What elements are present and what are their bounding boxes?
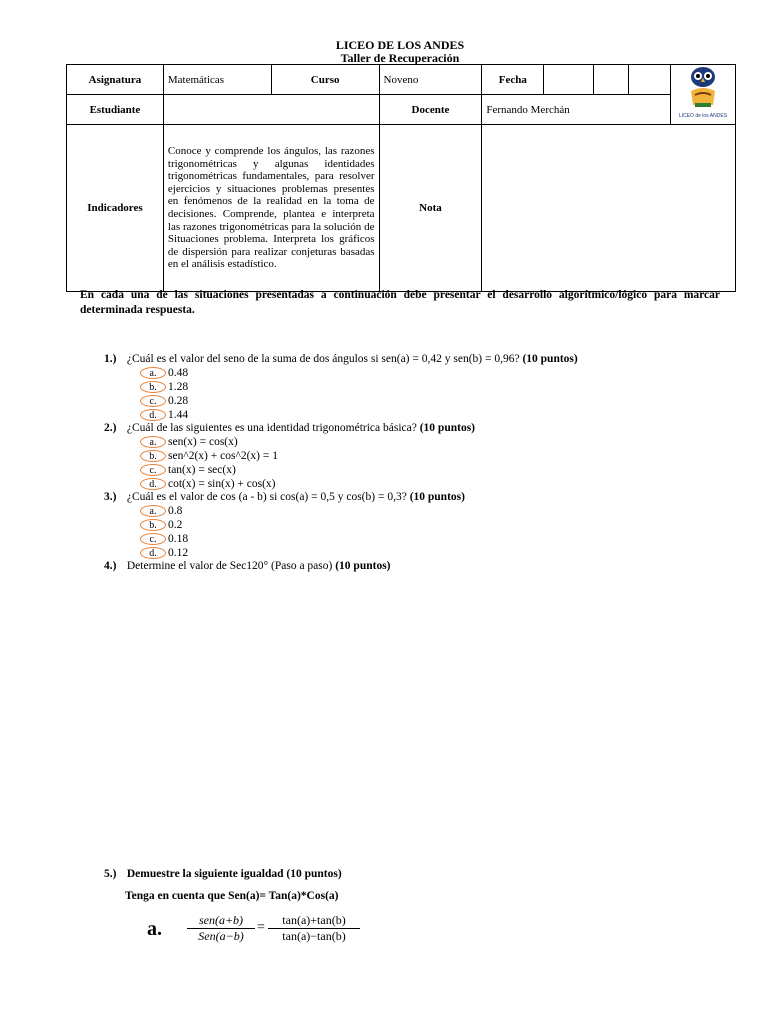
info-table (66, 64, 736, 292)
question-5 (104, 868, 342, 880)
option-2b[interactable] (140, 450, 278, 464)
fecha-day-cell (544, 65, 594, 95)
question-text: Determine el valor de Sec120° (Paso a paso) (126, 560, 333, 572)
question-points: (10 puntos) (335, 560, 391, 572)
option-circle[interactable]: c. (140, 395, 166, 407)
option-circle[interactable]: a. (140, 367, 166, 379)
question-points: (10 puntos) (409, 491, 465, 503)
question-number: 3.) (104, 491, 117, 503)
option-circle[interactable]: b. (140, 450, 166, 462)
nota-label: Nota (379, 125, 482, 292)
question-text: ¿Cuál de las siguientes es una identidad trigonométrica básica? (126, 422, 417, 434)
rhs-numerator: tan(a)+tan(b) (282, 913, 346, 927)
option-3a[interactable] (140, 505, 182, 519)
fecha-label: Fecha (482, 65, 544, 95)
option-text: 0.8 (168, 505, 183, 518)
docente-label: Docente (379, 95, 482, 125)
question-3 (104, 491, 465, 503)
option-1d[interactable] (140, 409, 188, 423)
school-logo-icon (673, 65, 733, 121)
option-circle[interactable]: d. (140, 409, 166, 421)
option-circle[interactable]: d. (140, 547, 166, 559)
asignatura-label: Asignatura (67, 65, 164, 95)
option-3b[interactable] (140, 519, 182, 533)
option-text: 0.28 (168, 395, 189, 408)
question-points: (10 puntos) (522, 353, 578, 365)
question-2 (104, 422, 475, 434)
fecha-year-cell (629, 65, 671, 95)
q5-item-label: a. (147, 918, 162, 940)
option-circle[interactable]: c. (140, 464, 166, 476)
lhs-numerator: sen(a+b) (198, 913, 244, 927)
logo-text: LICEO de los ANDES (678, 113, 728, 119)
asignatura-value: Matemáticas (163, 65, 271, 95)
option-circle[interactable]: d. (140, 478, 166, 490)
school-title: LICEO DE LOS ANDES (335, 38, 465, 52)
option-circle[interactable]: a. (140, 505, 166, 517)
fecha-month-cell (594, 65, 629, 95)
option-text: 0.12 (168, 547, 189, 560)
option-circle[interactable]: a. (140, 436, 166, 448)
document-subtitle: Taller de Recuperación (340, 51, 460, 65)
indicadores-text: Conoce y comprende los ángulos, las razones trigonométricas y algunas identidades trigonométricas fundamentales, para resolver ejercicios y situaciones problemas presentes en fenómenos de la realidad en la toma de decisiones. Comprende, plantea e interpreta las razones trigonométricas para la solución de Situaciones problema. Interpreta los gráficos de dispersión para realizar conjeturas basadas en el análisis estadístico. (163, 125, 379, 292)
instructions: En cada una de las situaciones presentadas a continuación debe presentar el desarrollo algorítmico/lógico para marcar determinada respuesta. (80, 289, 720, 316)
question-number: 2.) (104, 422, 117, 434)
option-text: 1.28 (168, 381, 189, 394)
question-points: (10 puntos) (419, 422, 475, 434)
option-1c[interactable] (140, 395, 188, 409)
nota-value (482, 125, 736, 292)
option-2d[interactable] (140, 478, 276, 492)
option-text: tan(x) = sec(x) (168, 464, 236, 477)
option-text: 0.18 (168, 533, 189, 546)
docente-value: Fernando Merchán (482, 95, 671, 125)
question-text: ¿Cuál es el valor del seno de la suma de dos ángulos si sen(a) = 0,42 y sen(b) = 0,96? (126, 353, 520, 365)
option-text: 1.44 (168, 409, 189, 422)
option-text: sen^2(x) + cos^2(x) = 1 (168, 450, 278, 463)
question-number: 1.) (104, 353, 117, 365)
curso-value: Noveno (379, 65, 482, 95)
q5-hint: Tenga en cuenta que Sen(a)= Tan(a)*Cos(a) (125, 890, 339, 902)
rhs-fraction (268, 913, 360, 944)
curso-label: Curso (271, 65, 379, 95)
question-text: Demuestre la siguiente igualdad (10 puntos) (126, 868, 342, 880)
rhs-denominator: tan(a)−tan(b) (268, 928, 360, 944)
option-circle[interactable]: b. (140, 381, 166, 393)
question-4 (104, 560, 391, 572)
lhs-fraction (187, 913, 255, 944)
option-1b[interactable] (140, 381, 188, 395)
question-text: ¿Cuál es el valor de cos (a - b) si cos(a) = 0,5 y cos(b) = 0,3? (126, 491, 407, 503)
estudiante-value (163, 95, 379, 125)
option-text: cot(x) = sin(x) + cos(x) (168, 478, 276, 491)
option-text: sen(x) = cos(x) (168, 436, 238, 449)
option-text: 0.48 (168, 367, 189, 380)
option-circle[interactable]: b. (140, 519, 166, 531)
question-number: 4.) (104, 560, 117, 572)
option-3d[interactable] (140, 547, 188, 561)
question-number: 5.) (104, 868, 117, 880)
option-circle[interactable]: c. (140, 533, 166, 545)
option-2a[interactable] (140, 436, 238, 450)
option-3c[interactable] (140, 533, 188, 547)
option-2c[interactable] (140, 464, 236, 478)
logo-cell (670, 65, 735, 125)
indicadores-label: Indicadores (67, 125, 164, 292)
estudiante-label: Estudiante (67, 95, 164, 125)
equals-sign: = (257, 920, 265, 935)
question-1 (104, 353, 578, 365)
option-1a[interactable] (140, 367, 188, 381)
lhs-denominator: Sen(a−b) (187, 928, 255, 944)
option-text: 0.2 (168, 519, 183, 532)
